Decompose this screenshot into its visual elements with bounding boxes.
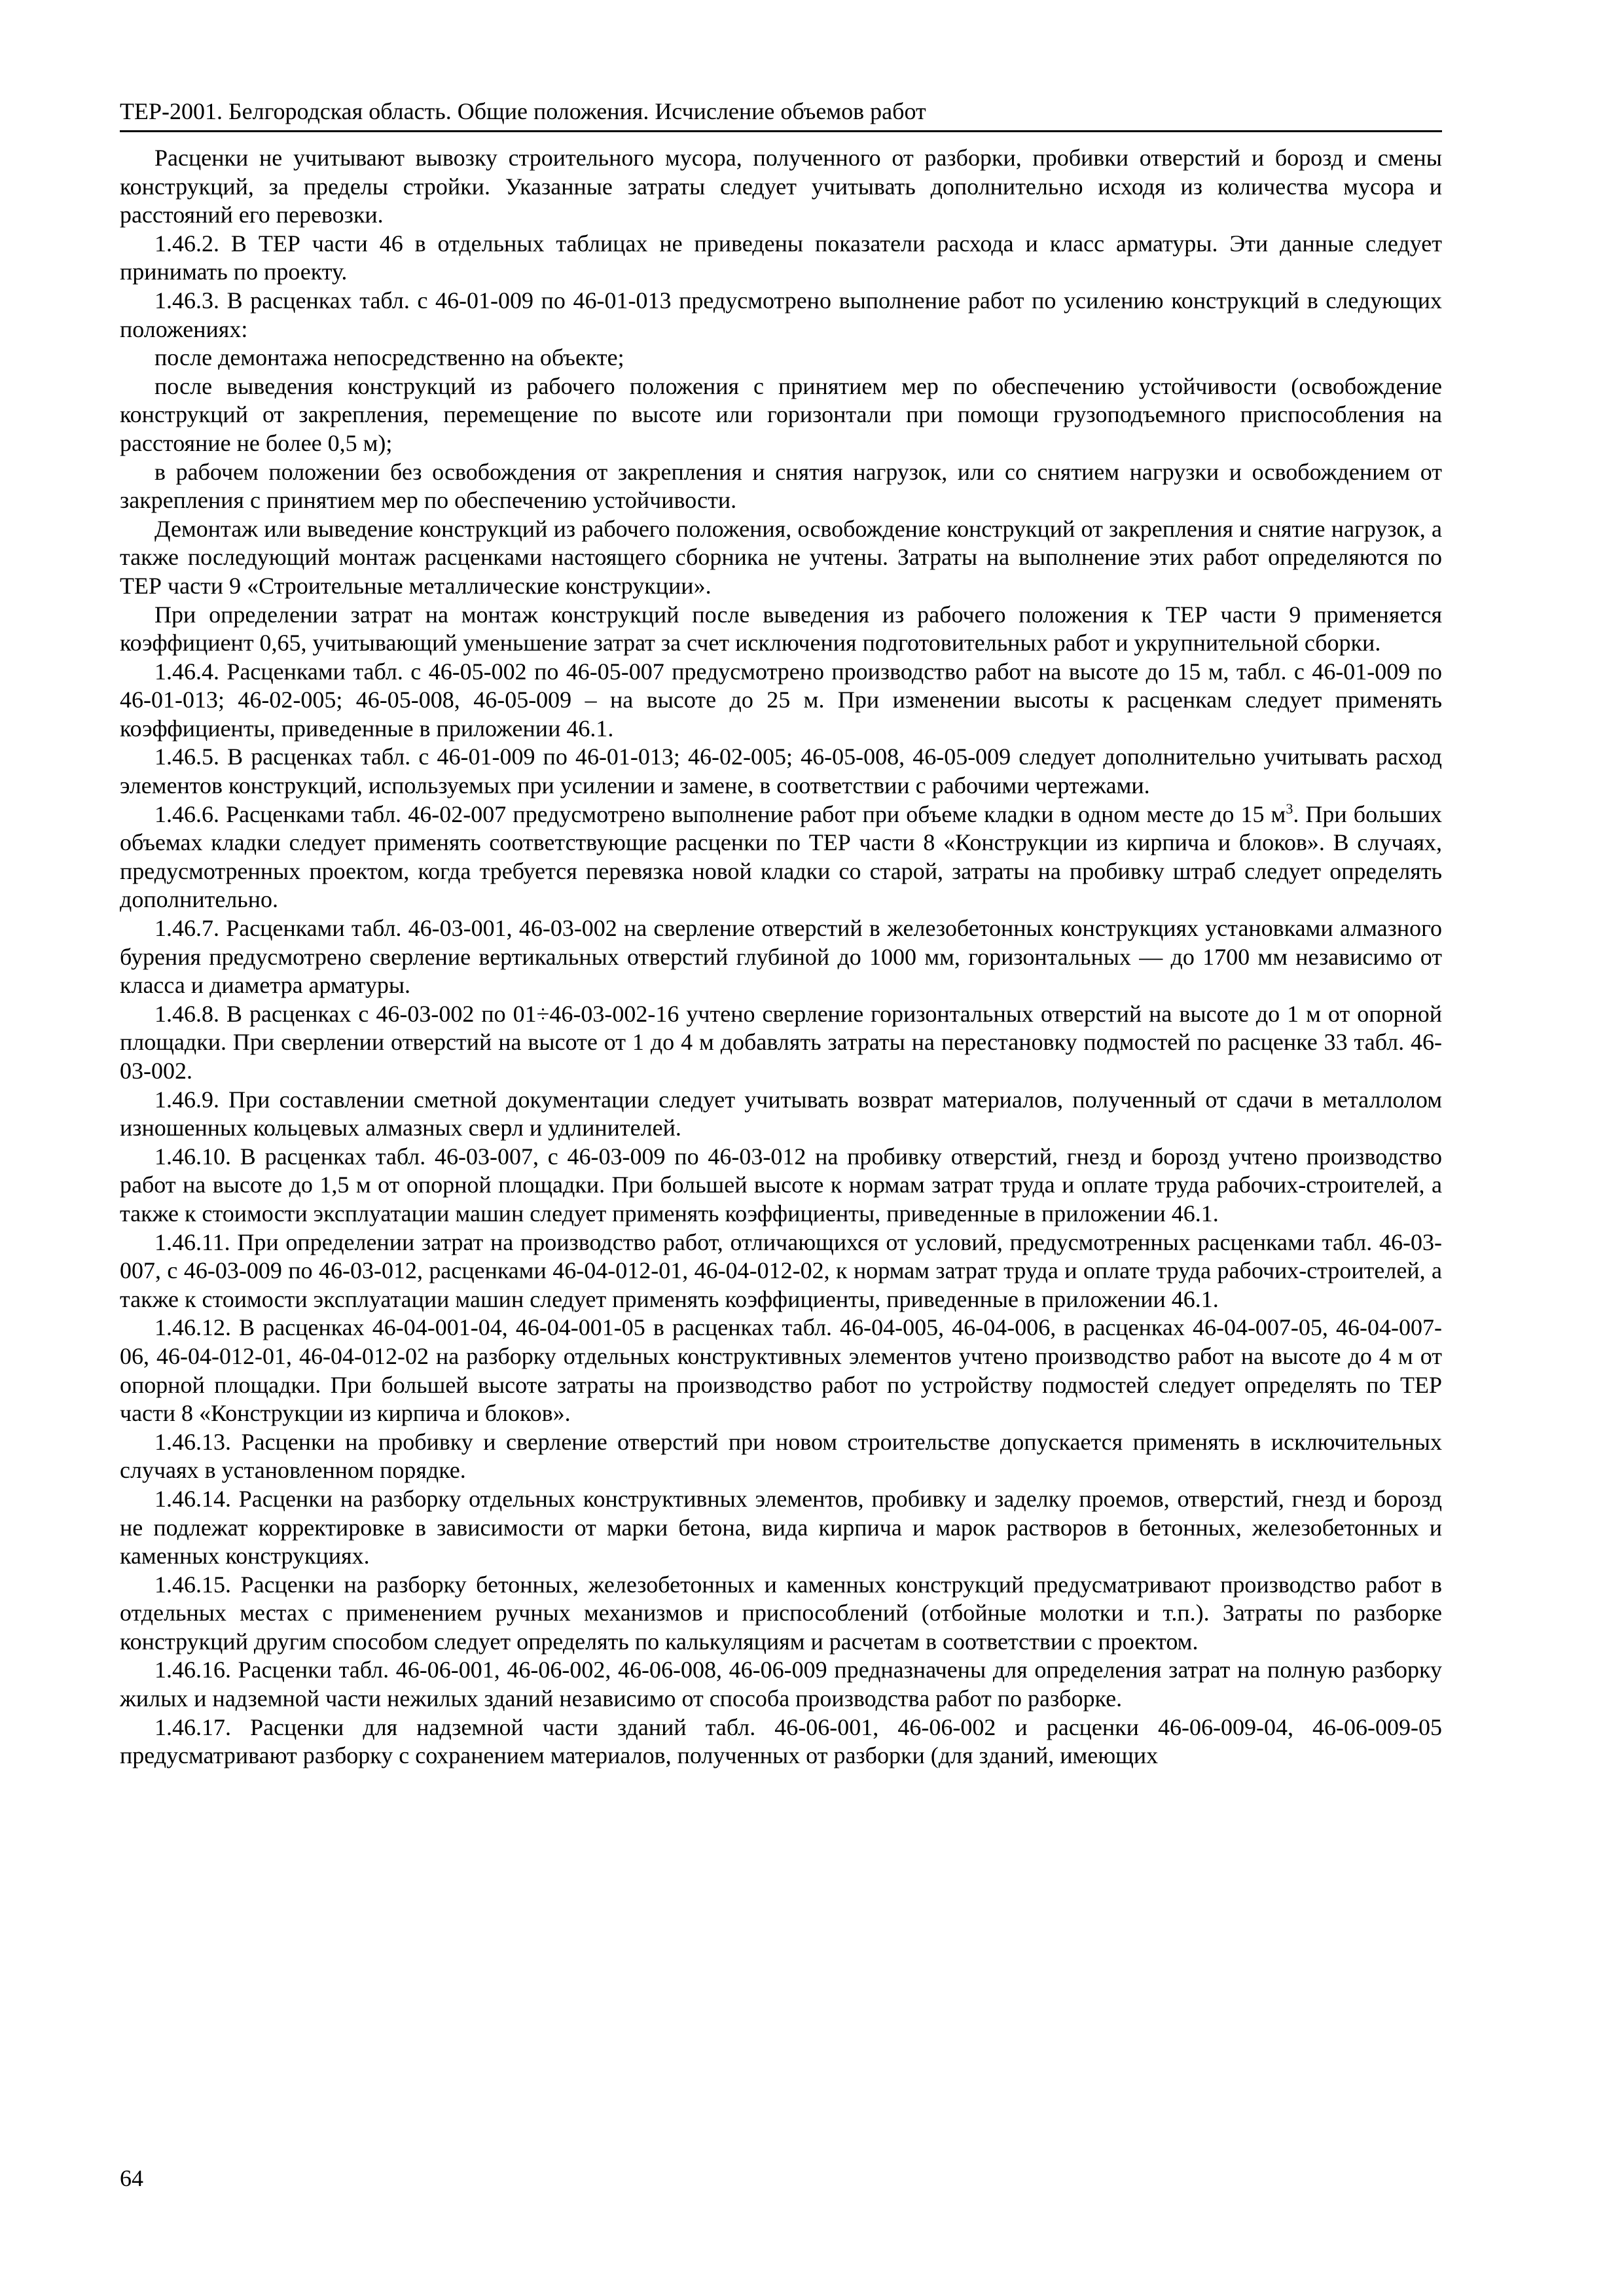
body-text [120,144,1442,1770]
paragraph: Расценки не учитывают вывозку строительного мусора, полученного от разборки, пробивки отверстий и борозд и смены конструкций, за пределы стройки. Указанные затраты следует учитывать дополнительно исходя из количества мусора и расстояний его перевозки. [120,145,1442,228]
paragraph: 1.46.7. Расценками табл. 46-03-001, 46-03-002 на сверление отверстий в железобетонных конструкциях установками алмазного бурения предусмотрено сверление вертикальных отверстий глубиной до 1000 мм, горизонтальных — до 1700 мм независимо от класса и диаметра арматуры. [120,915,1442,999]
header-divider [120,130,1442,132]
paragraph: после демонтажа непосредственно на объекте; [154,344,624,371]
paragraph-1-46-6 [120,800,1442,914]
paragraph: 1.46.2. В ТЕР части 46 в отдельных таблицах не приведены показатели расхода и класс арматуры. Эти данные следует принимать по проекту. [120,230,1442,285]
paragraph-text: . При больших объемах кладки следует применять соответствующие расценки по ТЕР части 8 «Конструкции из кирпича и блоков». В случаях, предусмотренных проектом, когда требуется перевязка новой кладки со старой, затраты на пробивку штраб следует определять дополнительно. [120,800,1442,913]
paragraph: 1.46.17. Расценки для надземной части зданий табл. 46-06-001, 46-06-002 и расценки 46-06-009-04, 46-06-009-05 предусматривают разборку с сохранением материалов, полученных от разборки (для зданий, имеющих [120,1713,1442,1769]
superscript: 3 [1286,800,1293,817]
paragraph: после выведения конструкций из рабочего положения с принятием мер по обеспечению устойчивости (освобождение конструкций от закрепления, перемещение по высоте или горизонтали при помощи грузоподъемного приспособления на расстояние не более 0,5 м); [120,372,1442,456]
paragraph: 1.46.16. Расценки табл. 46-06-001, 46-06-002, 46-06-008, 46-06-009 предназначены для определения затрат на полную разборку жилых и надземной части нежилых зданий независимо от способа производства работ по разборке. [120,1657,1442,1712]
paragraph: в рабочем положении без освобождения от закрепления и снятия нагрузок, или со снятием нагрузки и освобождением от закрепления с принятием мер по обеспечению устойчивости. [120,458,1442,514]
paragraph: 1.46.14. Расценки на разборку отдельных конструктивных элементов, пробивку и заделку проемов, отверстий, гнезд и борозд не подлежат корректировке в зависимости от марки бетона, вида кирпича и марок растворов в бетонных, железобетонных и каменных конструкциях. [120,1485,1442,1570]
paragraph: 1.46.10. В расценках табл. 46-03-007, с 46-03-009 по 46-03-012 на пробивку отверстий, гнезд и борозд учтено производство работ на высоте до 1,5 м от опорной площадки. При большей высоте к нормам затрат труда и оплате труда рабочих-строителей, а также к стоимости эксплуатации машин следует применять коэффициенты, приведенные в приложении 46.1. [120,1143,1442,1227]
paragraph: 1.46.9. При составлении сметной документации следует учитывать возврат материалов, полученный от сдачи в металлолом изношенных кольцевых алмазных сверл и удлинителей. [120,1086,1442,1141]
paragraph: 1.46.13. Расценки на пробивку и сверление отверстий при новом строительстве допускается применять в исключительных случаях в установленном порядке. [120,1428,1442,1484]
paragraph: 1.46.11. При определении затрат на производство работ, отличающихся от условий, предусмотренных расценками табл. 46-03-007, с 46-03-009 по 46-03-012, расценками 46-04-012-01, 46-04-012-02, к нормам затрат труда и оплате труда рабочих-строителей, а также к стоимости эксплуатации машин следует применять коэффициенты, приведенные в приложении 46.1. [120,1229,1442,1312]
paragraph: 1.46.15. Расценки на разборку бетонных, железобетонных и каменных конструкций предусматривают производство работ в отдельных местах с применением ручных механизмов и приспособлений (отбойные молотки и т.п.). Затраты по разборке конструкций другим способом следует определять по калькуляциям и расчетам в соответствии с проектом. [120,1571,1442,1655]
paragraph: 1.46.3. В расценках табл. с 46-01-009 по 46-01-013 предусмотрено выполнение работ по усилению конструкций в следующих положениях: [120,287,1442,342]
paragraph: 1.46.5. В расценках табл. с 46-01-009 по 46-01-013; 46-02-005; 46-05-008, 46-05-009 следует дополнительно учитывать расход элементов конструкций, используемых при усилении и замене, в соответствии с рабочими чертежами. [120,744,1442,799]
paragraph: 1.46.4. Расценками табл. с 46-05-002 по 46-05-007 предусмотрено производство работ на высоте до 15 м, табл. с 46-01-009 по 46-01-013; 46-02-005; 46-05-008, 46-05-009 – на высоте до 25 м. При изменении высоты к расценкам следует применять коэффициенты, приведенные в приложении 46.1. [120,658,1442,742]
paragraph: При определении затрат на монтаж конструкций после выведения из рабочего положения к ТЕР части 9 применяется коэффициент 0,65, учитывающий уменьшение затрат за счет исключения подготовительных работ и укрупнительной сборки. [120,601,1442,656]
paragraph: Демонтаж или выведение конструкций из рабочего положения, освобождение конструкций от закрепления и снятие нагрузок, а также последующий монтаж расценками настоящего сборника не учтены. Затраты на выполнение этих работ определяются по ТЕР части 9 «Строительные металлические конструкции». [120,515,1442,599]
page-number: 64 [120,2165,143,2191]
running-header: ТЕР-2001. Белгородская область. Общие положения. Исчисление объемов работ [120,98,926,124]
paragraph: 1.46.12. В расценках 46-04-001-04, 46-04-001-05 в расценках табл. 46-04-005, 46-04-006, в расценках 46-04-007-05, 46-04-007-06, 46-04-012-01, 46-04-012-02 на разборку отдельных конструктивных элементов учтено производство работ на высоте до 4 м от опорной площадки. При большей высоте затраты на производство работ по устройству подмостей следует определять по ТЕР части 8 «Конструкции из кирпича и блоков». [120,1314,1442,1427]
paragraph: 1.46.8. В расценках с 46-03-002 по 01÷46-03-002-16 учтено сверление горизонтальных отверстий на высоте до 1 м от опорной площадки. При сверлении отверстий на высоте от 1 до 4 м добавлять затраты на перестановку подмостей по расценке 33 табл. 46-03-002. [120,1000,1442,1084]
paragraph-text: 1.46.6. Расценками табл. 46-02-007 предусмотрено выполнение работ при объеме кладки в одном месте до 15 м [154,800,1286,827]
